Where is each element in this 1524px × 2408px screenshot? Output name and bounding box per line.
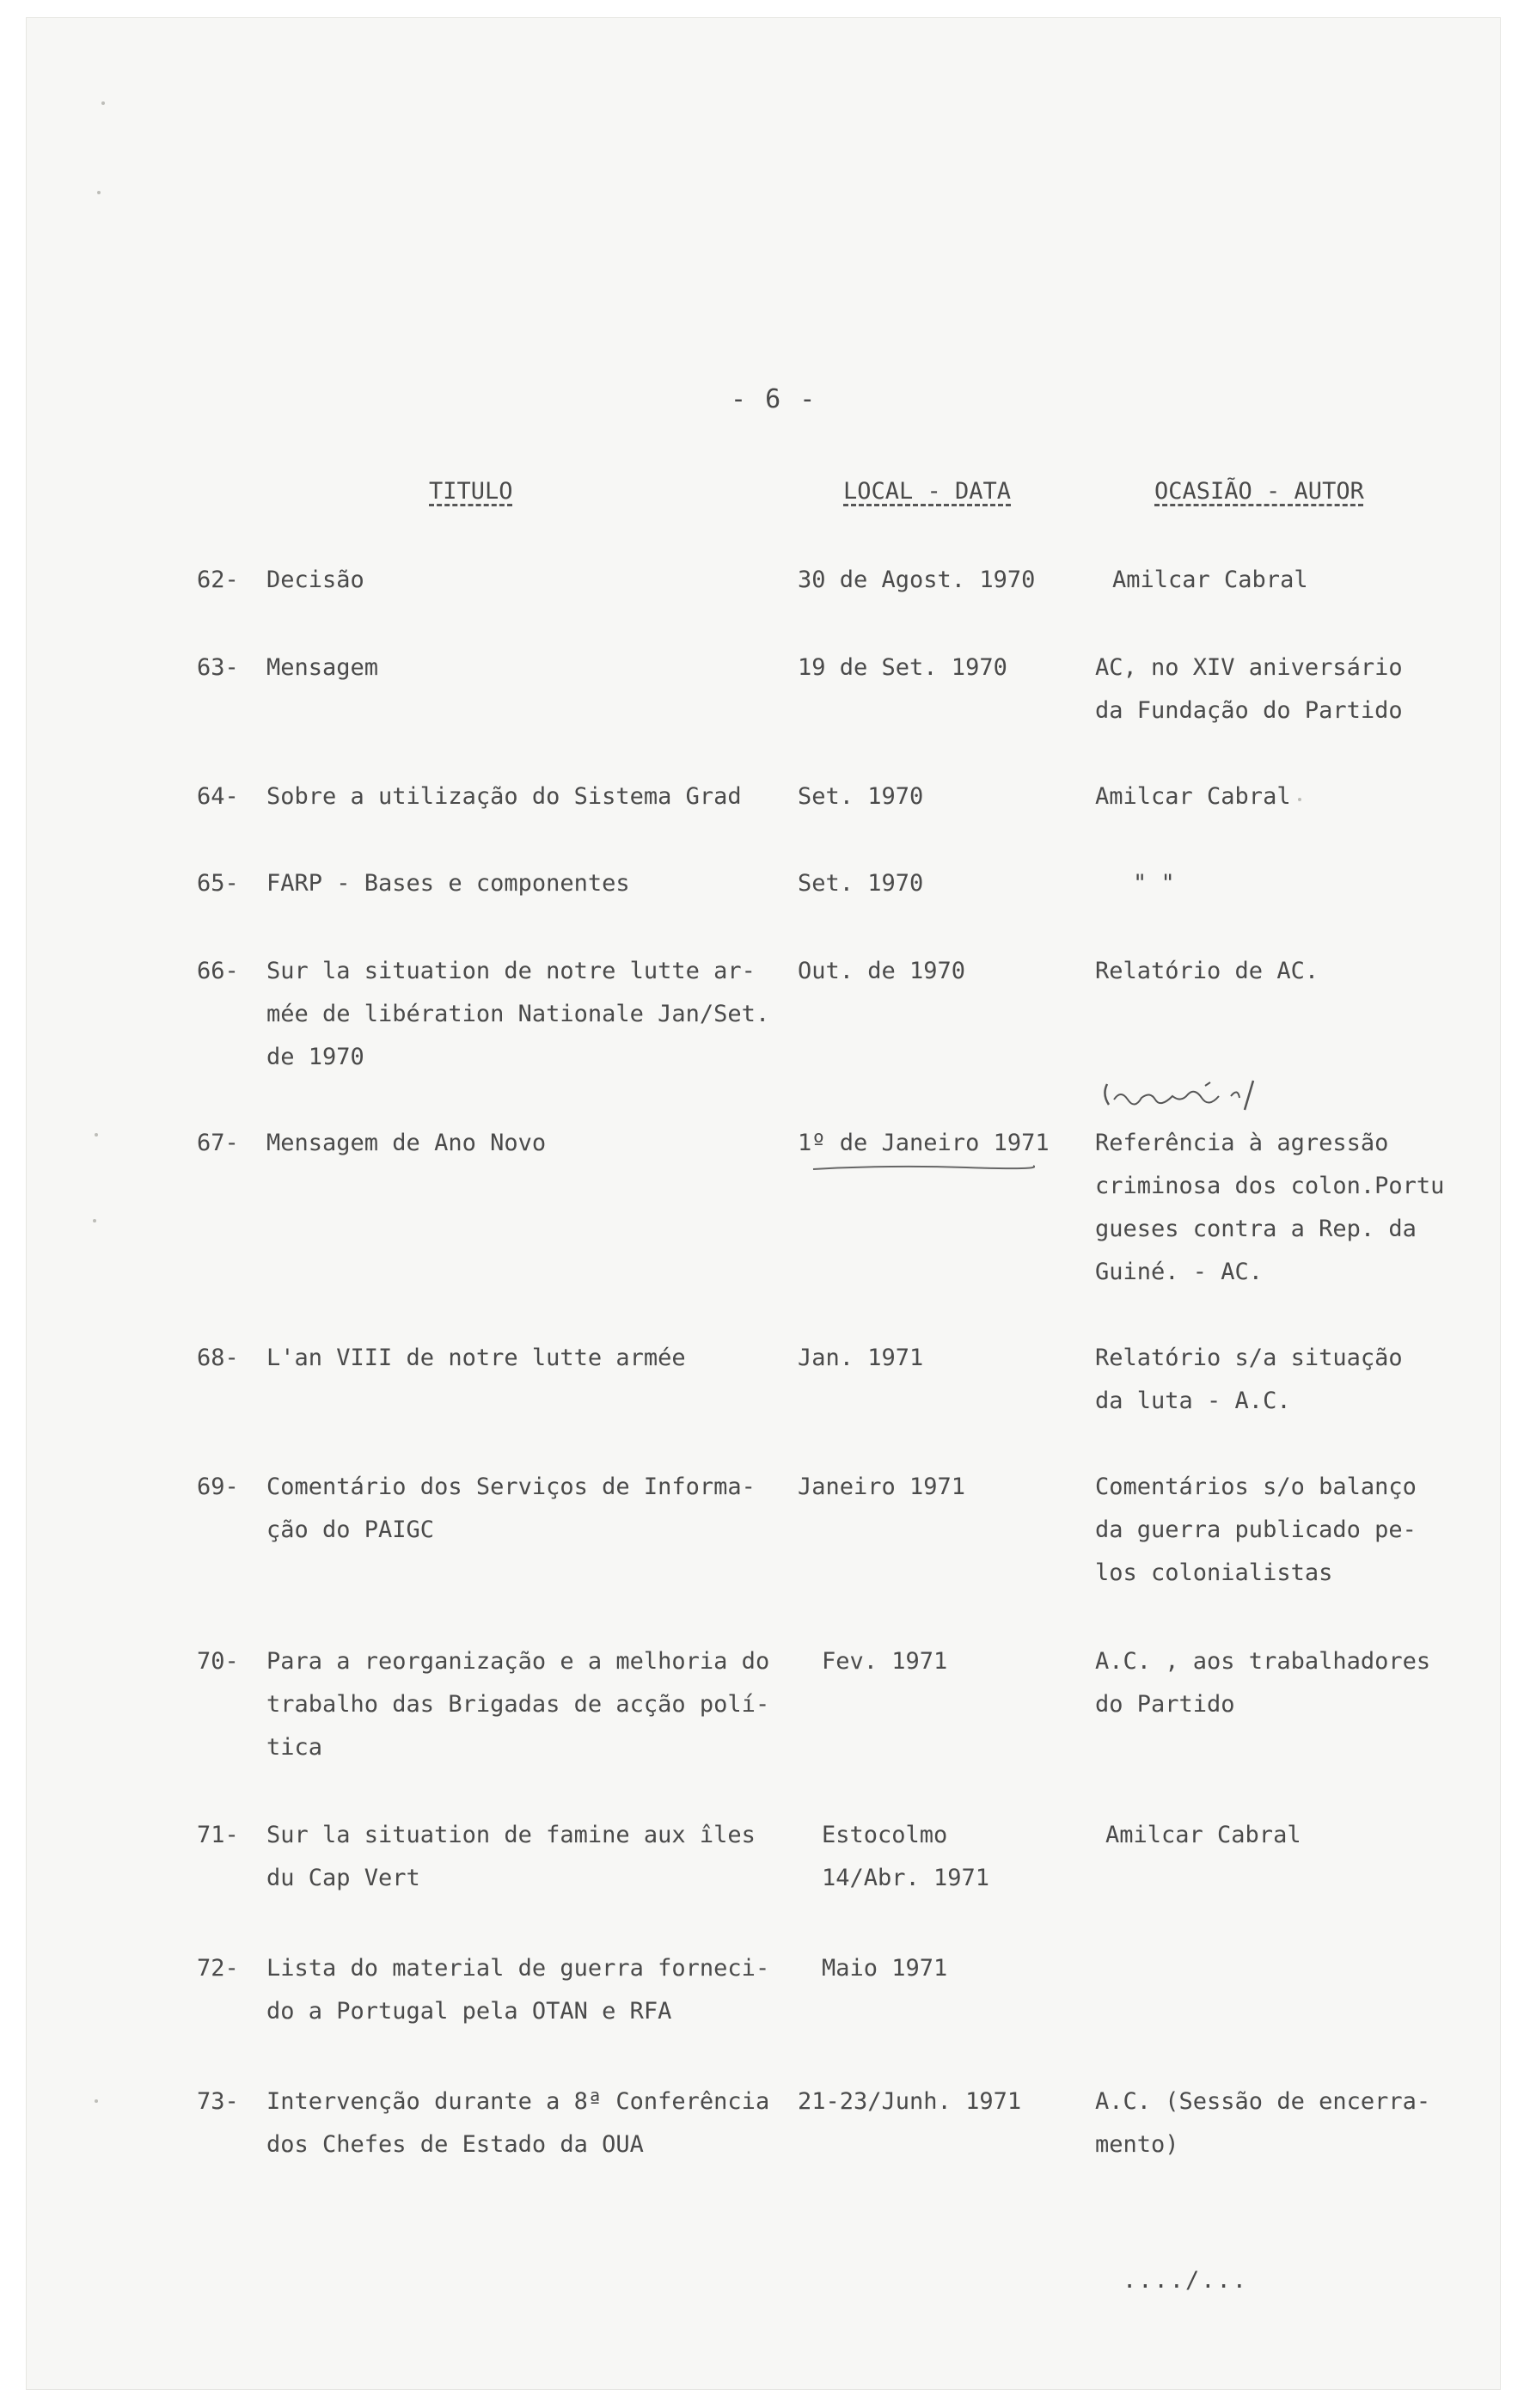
entry-title: L'an VIII de notre lutte armée xyxy=(266,1345,686,1371)
handwritten-note xyxy=(1102,1077,1261,1112)
entry-ocasiao-autor: Amilcar Cabral xyxy=(1105,1822,1301,1848)
paper-speck xyxy=(93,1219,96,1222)
entry-title: Comentário dos Serviços de Informa- ção do PAIGC xyxy=(266,1474,756,1543)
entry-number: 63- xyxy=(197,654,239,681)
handwritten-underline xyxy=(811,1162,1035,1173)
header-ocasiao-autor: OCASIÃO - AUTOR xyxy=(1154,478,1364,505)
header-local-data: LOCAL - DATA xyxy=(843,478,1012,505)
paper-speck xyxy=(101,101,105,105)
entry-number: 73- xyxy=(197,2088,239,2115)
entry-title: Para a reorganização e a melhoria do trabalho das Brigadas de acção polí- tica xyxy=(266,1648,770,1761)
entry-local-data: Jan. 1971 xyxy=(798,1345,924,1371)
entry-ocasiao-autor: Amilcar Cabral xyxy=(1112,567,1308,593)
entry-local-data: Estocolmo 14/Abr. 1971 xyxy=(822,1822,990,1891)
entry-ocasiao-autor: A.C. (Sessão de encerra- mento) xyxy=(1095,2088,1431,2158)
entry-title: Decisão xyxy=(266,567,364,593)
paper-speck xyxy=(1298,798,1301,801)
entry-ocasiao-autor: Relatório de AC. xyxy=(1095,958,1319,984)
entry-local-data: Set. 1970 xyxy=(798,783,924,810)
entry-number: 64- xyxy=(197,783,239,810)
entry-local-data: Fev. 1971 xyxy=(822,1648,948,1675)
entry-title: Lista do material de guerra forneci- do a Portugal pela OTAN e RFA xyxy=(266,1955,770,2025)
entry-local-data: 19 de Set. 1970 xyxy=(798,654,1007,681)
entry-number: 66- xyxy=(197,958,239,984)
page-number: - 6 - xyxy=(731,384,817,414)
entry-number: 67- xyxy=(197,1130,239,1156)
entry-local-data: 30 de Agost. 1970 xyxy=(798,567,1036,593)
entry-local-data: Janeiro 1971 xyxy=(798,1474,966,1500)
paper-speck xyxy=(95,1133,98,1137)
entry-ocasiao-autor: A.C. , aos trabalhadores do Partido xyxy=(1095,1648,1431,1718)
entry-title: Sur la situation de notre lutte ar- mée de libération Nationale Jan/Set. de 1970 xyxy=(266,958,770,1070)
entry-title: Intervenção durante a 8ª Conferência dos Chefes de Estado da OUA xyxy=(266,2088,770,2158)
entry-number: 70- xyxy=(197,1648,239,1675)
entry-title: Sur la situation de famine aux îles du Cap Vert xyxy=(266,1822,756,1891)
entry-number: 62- xyxy=(197,567,239,593)
continuation-marker: ..../... xyxy=(1123,2267,1249,2294)
entry-title: Mensagem xyxy=(266,654,379,681)
paper-speck xyxy=(95,2099,98,2103)
entry-local-data: Maio 1971 xyxy=(822,1955,948,1982)
entry-local-data: 1º de Janeiro 1971 xyxy=(798,1130,1050,1156)
entry-title: FARP - Bases e componentes xyxy=(266,870,630,897)
entry-number: 68- xyxy=(197,1345,239,1371)
entry-number: 71- xyxy=(197,1822,239,1848)
entry-number: 69- xyxy=(197,1474,239,1500)
entry-ocasiao-autor: AC, no XIV aniversário da Fundação do Partido xyxy=(1095,654,1403,724)
entry-local-data: 21-23/Junh. 1971 xyxy=(798,2088,1022,2115)
entry-title: Sobre a utilização do Sistema Grad xyxy=(266,783,742,810)
paper-speck xyxy=(97,191,101,194)
entry-title: Mensagem de Ano Novo xyxy=(266,1130,547,1156)
entry-ocasiao-autor: Comentários s/o balanço da guerra publicado pe- los colonialistas xyxy=(1095,1474,1417,1586)
entry-number: 72- xyxy=(197,1955,239,1982)
entry-number: 65- xyxy=(197,870,239,897)
entry-local-data: Out. de 1970 xyxy=(798,958,966,984)
entry-local-data: Set. 1970 xyxy=(798,870,924,897)
header-titulo: TITULO xyxy=(429,478,513,505)
entry-ocasiao-autor: Amilcar Cabral xyxy=(1095,783,1291,810)
entry-ocasiao-autor: " " xyxy=(1133,870,1175,897)
entry-ocasiao-autor: Relatório s/a situação da luta - A.C. xyxy=(1095,1345,1403,1414)
entry-ocasiao-autor: Referência à agressão criminosa dos colon.Portu gueses contra a Rep. da Guiné. - AC. xyxy=(1095,1130,1445,1285)
